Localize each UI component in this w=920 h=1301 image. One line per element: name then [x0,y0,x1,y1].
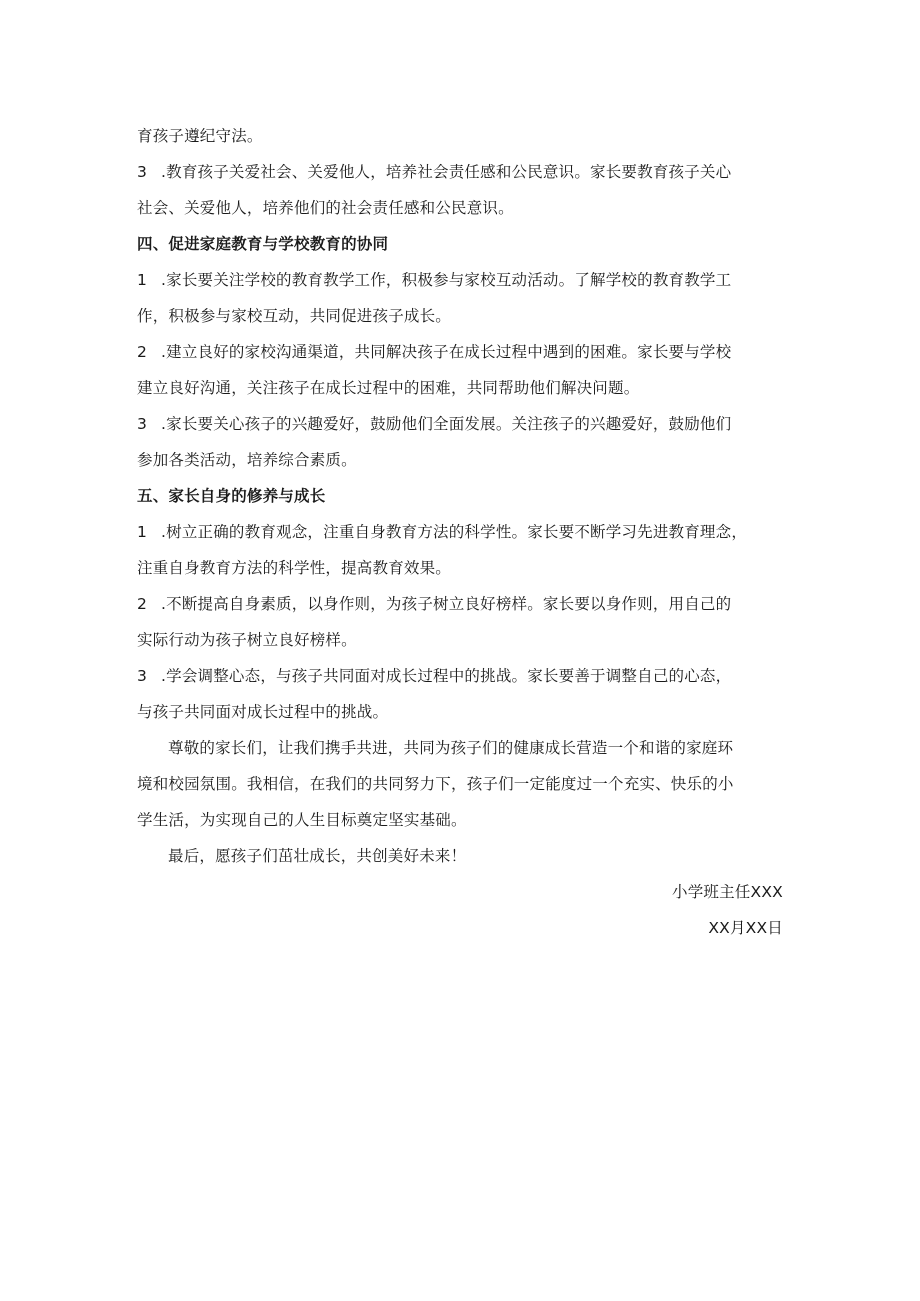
section-heading: 五、家长自身的修养与成长 [137,487,326,505]
signature-date: XX月XX日 [708,919,783,937]
text-line: 注重自身教育方法的科学性，提高教育效果。 [137,559,452,577]
list-item [137,514,787,550]
text-line: 学生活，为实现自己的人生目标奠定坚实基础。 [137,811,467,829]
list-number: 1 [137,523,148,541]
text-line: 实际行动为孩子树立良好榜样。 [137,631,357,649]
section-heading: 四、促进家庭教育与学校教育的协同 [137,235,389,253]
list-text: .树立正确的教育观念，注重自身教育方法的科学性。家长要不断学习先进教育理念， [161,523,748,541]
list-number: 1 [137,271,148,289]
list-item [137,334,787,370]
closing-paragraph-line: 尊敬的家长们，让我们携手共进，共同为孩子们的健康成长营造一个和谐的家庭环 [168,739,734,757]
document-body [137,118,787,946]
text-line: 育孩子遵纪守法。 [137,127,263,145]
closing-wish-line: 最后，愿孩子们茁壮成长，共创美好未来！ [168,847,467,865]
list-number: 2 [137,343,148,361]
list-number: 3 [137,667,148,685]
list-text: .不断提高自身素质，以身作则，为孩子树立良好榜样。家长要以身作则，用自己的 [161,595,732,613]
list-text: .建立良好的家校沟通渠道，共同解决孩子在成长过程中遇到的困难。家长要与学校 [161,343,732,361]
list-item [137,586,787,622]
list-text: .家长要关注学校的教育教学工作，积极参与家校互动活动。了解学校的教育教学工 [161,271,732,289]
text-line: 建立良好沟通，关注孩子在成长过程中的困难，共同帮助他们解决问题。 [137,379,640,397]
text-line: 作，积极参与家校互动，共同促进孩子成长。 [137,307,452,325]
text-line: 参加各类活动，培养综合素质。 [137,451,357,469]
list-number: 2 [137,595,148,613]
list-text: .学会调整心态，与孩子共同面对成长过程中的挑战。家长要善于调整自己的心态， [161,667,732,685]
list-item [137,406,787,442]
list-item [137,154,787,190]
list-number: 3 [137,163,148,181]
list-text: .家长要关心孩子的兴趣爱好，鼓励他们全面发展。关注孩子的兴趣爱好，鼓励他们 [161,415,732,433]
list-text: .教育孩子关爱社会、关爱他人，培养社会责任感和公民意识。家长要教育孩子关心 [161,163,732,181]
list-item [137,658,787,694]
signature-author: 小学班主任XXX [672,883,783,901]
text-line: 社会、关爱他人，培养他们的社会责任感和公民意识。 [137,199,514,217]
list-item [137,262,787,298]
list-number: 3 [137,415,148,433]
text-line: 与孩子共同面对成长过程中的挑战。 [137,703,389,721]
text-line: 境和校园氛围。我相信，在我们的共同努力下，孩子们一定能度过一个充实、快乐的小 [137,775,734,793]
